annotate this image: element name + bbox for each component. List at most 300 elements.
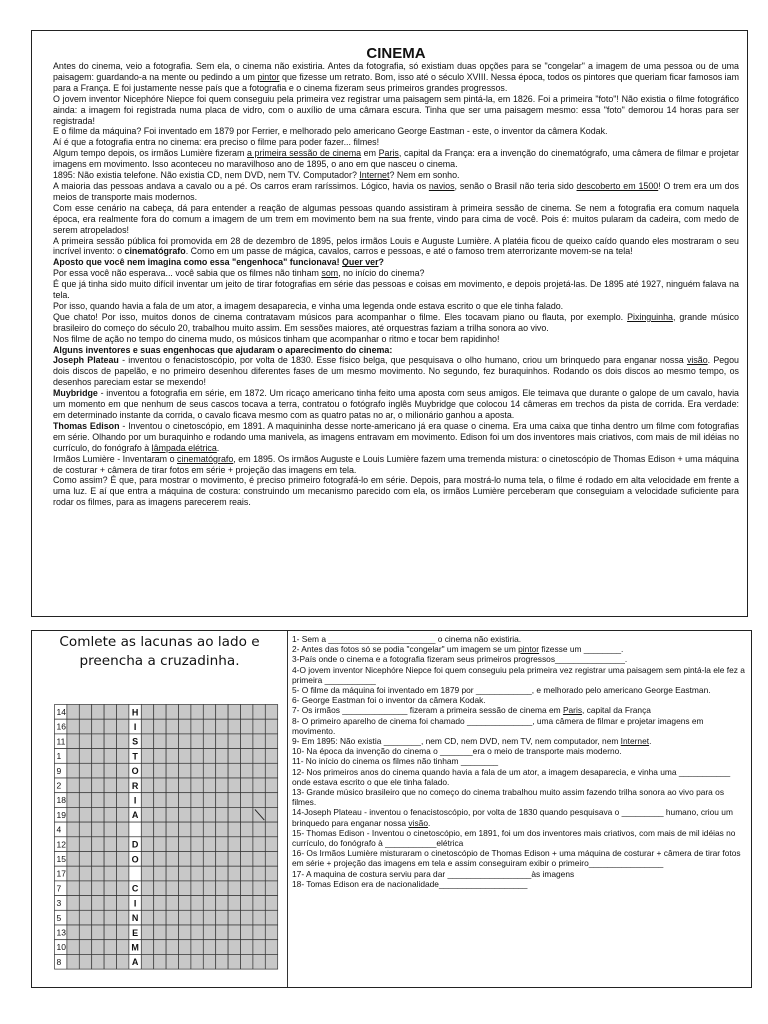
crossword-cell[interactable] (228, 881, 240, 896)
crossword-cell[interactable] (141, 763, 153, 778)
crossword-cell[interactable] (265, 807, 277, 822)
crossword-cell[interactable] (92, 940, 104, 955)
crossword-cell[interactable] (141, 881, 153, 896)
crossword-cell[interactable] (166, 925, 178, 940)
crossword-cell[interactable] (253, 734, 265, 749)
crossword-cell[interactable] (241, 954, 253, 969)
crossword-cell[interactable] (166, 837, 178, 852)
crossword-cell[interactable] (228, 866, 240, 881)
crossword-cell[interactable] (154, 822, 166, 837)
crossword-cell[interactable] (216, 896, 228, 911)
crossword-cell[interactable] (67, 910, 79, 925)
crossword-cell[interactable] (265, 778, 277, 793)
crossword-cell[interactable] (166, 734, 178, 749)
crossword-cell[interactable] (92, 866, 104, 881)
crossword-cell[interactable] (166, 778, 178, 793)
crossword-cell[interactable] (216, 837, 228, 852)
crossword-cell[interactable] (191, 925, 203, 940)
crossword-cell[interactable] (117, 778, 129, 793)
crossword-cell[interactable] (92, 910, 104, 925)
crossword-cell[interactable] (179, 807, 191, 822)
crossword-cell[interactable] (67, 881, 79, 896)
crossword-cell[interactable] (141, 793, 153, 808)
crossword-cell[interactable] (154, 778, 166, 793)
crossword-cell[interactable] (191, 749, 203, 764)
crossword-cell[interactable] (179, 866, 191, 881)
crossword-cell[interactable] (154, 881, 166, 896)
crossword-cell[interactable] (67, 793, 79, 808)
crossword-cell[interactable] (166, 940, 178, 955)
crossword-cell[interactable] (154, 734, 166, 749)
crossword-cell[interactable] (253, 940, 265, 955)
crossword-cell[interactable] (179, 793, 191, 808)
crossword-cell[interactable] (179, 940, 191, 955)
crossword-cell[interactable] (154, 763, 166, 778)
article-paragraph (53, 257, 739, 268)
crossword-cell[interactable] (79, 866, 91, 881)
crossword-cell[interactable] (203, 719, 215, 734)
crossword-cell[interactable] (228, 807, 240, 822)
crossword-cell[interactable] (92, 925, 104, 940)
crossword-cell[interactable] (117, 881, 129, 896)
crossword-cell[interactable] (253, 822, 265, 837)
crossword-cell[interactable] (117, 793, 129, 808)
crossword-cell[interactable] (216, 719, 228, 734)
crossword-key-cell[interactable] (129, 822, 141, 837)
crossword-cell[interactable] (241, 910, 253, 925)
crossword-cell[interactable] (154, 852, 166, 867)
crossword-cell[interactable] (104, 793, 116, 808)
crossword-cell[interactable] (216, 910, 228, 925)
crossword-cell[interactable] (166, 881, 178, 896)
crossword-cell[interactable] (117, 749, 129, 764)
crossword-cell[interactable] (265, 866, 277, 881)
crossword-cell[interactable] (166, 896, 178, 911)
crossword-cell[interactable] (104, 925, 116, 940)
crossword-cell[interactable] (203, 734, 215, 749)
crossword-cell[interactable] (79, 763, 91, 778)
crossword-cell[interactable] (92, 719, 104, 734)
crossword-cell[interactable] (79, 822, 91, 837)
crossword-cell[interactable] (228, 705, 240, 720)
crossword-cell[interactable] (191, 910, 203, 925)
crossword-cell[interactable] (117, 734, 129, 749)
crossword-cell[interactable] (141, 954, 153, 969)
crossword-cell[interactable] (228, 793, 240, 808)
crossword-cell[interactable] (265, 734, 277, 749)
crossword-cell[interactable] (228, 954, 240, 969)
crossword-cell[interactable] (117, 925, 129, 940)
crossword-cell[interactable] (203, 852, 215, 867)
crossword-cell[interactable] (92, 705, 104, 720)
crossword-cell[interactable] (67, 734, 79, 749)
crossword-cell[interactable] (92, 837, 104, 852)
crossword-cell[interactable] (203, 910, 215, 925)
crossword-cell[interactable] (67, 749, 79, 764)
crossword-cell[interactable] (253, 749, 265, 764)
crossword-cell[interactable] (241, 866, 253, 881)
crossword-cell[interactable] (67, 954, 79, 969)
crossword-cell[interactable] (166, 910, 178, 925)
crossword-cell[interactable] (104, 837, 116, 852)
crossword-cell[interactable] (265, 910, 277, 925)
crossword-cell[interactable] (191, 763, 203, 778)
crossword-cell[interactable] (92, 822, 104, 837)
text-run: Internet (620, 736, 650, 747)
crossword-cell[interactable] (241, 778, 253, 793)
crossword-cell[interactable] (216, 749, 228, 764)
crossword-cell[interactable] (253, 705, 265, 720)
crossword-cell[interactable] (67, 896, 79, 911)
crossword-cell[interactable] (92, 734, 104, 749)
crossword-cell[interactable] (117, 910, 129, 925)
crossword-cell[interactable] (265, 852, 277, 867)
crossword-cell[interactable] (166, 719, 178, 734)
text-run: 8- O primeiro aparelho de cinema foi chamado ______________, uma câmera de filmar e projetar imagens em movimento. (292, 715, 704, 736)
crossword-cell[interactable] (79, 778, 91, 793)
crossword-cell[interactable] (179, 852, 191, 867)
crossword-cell[interactable] (79, 954, 91, 969)
crossword-cell[interactable] (141, 705, 153, 720)
crossword-cell[interactable] (253, 793, 265, 808)
crossword-key-letter: I (133, 722, 137, 732)
crossword-cell[interactable] (191, 705, 203, 720)
crossword-cell[interactable] (253, 719, 265, 734)
crossword-cell[interactable] (141, 925, 153, 940)
crossword-cell[interactable] (104, 896, 116, 911)
crossword-cell[interactable] (216, 866, 228, 881)
crossword-cell[interactable] (241, 822, 253, 837)
crossword-cell[interactable] (203, 837, 215, 852)
crossword-cell[interactable] (241, 940, 253, 955)
crossword-cell[interactable] (191, 866, 203, 881)
crossword-cell[interactable] (67, 925, 79, 940)
crossword-cell[interactable] (141, 852, 153, 867)
crossword-cell[interactable] (117, 719, 129, 734)
crossword-cell[interactable] (203, 896, 215, 911)
crossword-cell[interactable] (166, 852, 178, 867)
crossword-cell[interactable] (104, 954, 116, 969)
crossword-cell[interactable] (117, 837, 129, 852)
crossword-cell[interactable] (203, 807, 215, 822)
crossword-cell[interactable] (104, 719, 116, 734)
crossword-cell[interactable] (265, 925, 277, 940)
crossword-cell[interactable] (203, 705, 215, 720)
article-paragraph (53, 475, 739, 508)
crossword-cell[interactable] (67, 705, 79, 720)
crossword-cell[interactable] (117, 822, 129, 837)
crossword-cell[interactable] (179, 719, 191, 734)
crossword-cell[interactable] (104, 763, 116, 778)
crossword-cell[interactable] (253, 778, 265, 793)
crossword-cell[interactable] (104, 940, 116, 955)
crossword-cell[interactable] (216, 954, 228, 969)
crossword-cell[interactable] (241, 837, 253, 852)
crossword-cell[interactable] (179, 749, 191, 764)
crossword-cell[interactable] (104, 910, 116, 925)
crossword-cell[interactable] (141, 940, 153, 955)
crossword-cell[interactable] (216, 852, 228, 867)
crossword-cell[interactable] (79, 705, 91, 720)
crossword-cell[interactable] (191, 822, 203, 837)
crossword-cell[interactable] (228, 837, 240, 852)
crossword-cell[interactable] (241, 749, 253, 764)
crossword-cell[interactable] (253, 837, 265, 852)
crossword-cell[interactable] (253, 763, 265, 778)
crossword-cell[interactable] (104, 734, 116, 749)
crossword-cell[interactable] (79, 837, 91, 852)
crossword-cell[interactable] (104, 866, 116, 881)
crossword-cell[interactable] (79, 749, 91, 764)
crossword-cell[interactable] (179, 778, 191, 793)
crossword-cell[interactable] (141, 749, 153, 764)
crossword-cell[interactable] (265, 705, 277, 720)
crossword-cell[interactable] (191, 837, 203, 852)
crossword-cell[interactable] (141, 734, 153, 749)
crossword-cell[interactable] (241, 896, 253, 911)
crossword-cell[interactable] (265, 822, 277, 837)
crossword-cell[interactable] (203, 940, 215, 955)
crossword-cell[interactable] (179, 837, 191, 852)
crossword-cell[interactable] (104, 705, 116, 720)
crossword-cell[interactable] (216, 940, 228, 955)
crossword-cell[interactable] (179, 705, 191, 720)
crossword-cell[interactable] (191, 778, 203, 793)
crossword-cell[interactable] (241, 881, 253, 896)
crossword-cell[interactable] (104, 852, 116, 867)
crossword-cell[interactable] (179, 881, 191, 896)
crossword-cell[interactable] (265, 954, 277, 969)
crossword-cell[interactable] (265, 896, 277, 911)
crossword-cell[interactable] (67, 763, 79, 778)
crossword-key-letter: D (131, 839, 139, 850)
crossword-cell[interactable] (179, 896, 191, 911)
crossword-cell[interactable] (241, 734, 253, 749)
crossword-cell[interactable] (117, 866, 129, 881)
crossword-cell[interactable] (253, 954, 265, 969)
crossword-cell[interactable] (253, 925, 265, 940)
crossword-cell[interactable] (228, 734, 240, 749)
crossword-cell[interactable] (216, 734, 228, 749)
crossword-key-cell[interactable] (129, 866, 141, 881)
crossword-cell[interactable] (253, 852, 265, 867)
crossword-cell[interactable] (216, 822, 228, 837)
crossword-cell[interactable] (191, 852, 203, 867)
crossword-cell[interactable] (67, 778, 79, 793)
crossword-cell[interactable] (191, 734, 203, 749)
crossword-cell[interactable] (141, 910, 153, 925)
crossword-cell[interactable] (154, 807, 166, 822)
crossword-cell[interactable] (179, 954, 191, 969)
crossword-cell[interactable] (104, 822, 116, 837)
crossword-cell[interactable] (79, 719, 91, 734)
text-run: Aí é que a fotografia entra no cinema: era preciso o filme para poder fazer... filmes! (53, 137, 380, 148)
crossword-cell[interactable] (154, 719, 166, 734)
crossword-cell[interactable] (191, 896, 203, 911)
crossword-cell[interactable] (216, 705, 228, 720)
crossword-cell[interactable] (67, 837, 79, 852)
crossword-cell[interactable] (154, 705, 166, 720)
crossword-cell[interactable] (241, 852, 253, 867)
exercise-instruction: Comlete as lacunas ao lado e preencha a cruzadinha. (59, 634, 260, 669)
crossword-cell[interactable] (67, 852, 79, 867)
crossword-cell[interactable] (79, 881, 91, 896)
crossword-cell[interactable] (179, 763, 191, 778)
crossword-cell[interactable] (203, 881, 215, 896)
crossword-cell[interactable] (166, 763, 178, 778)
crossword-cell[interactable] (241, 719, 253, 734)
crossword-cell[interactable] (92, 852, 104, 867)
crossword-cell[interactable] (191, 881, 203, 896)
crossword-cell[interactable] (241, 705, 253, 720)
crossword-cell[interactable] (154, 837, 166, 852)
crossword-cell[interactable] (117, 896, 129, 911)
crossword-cell[interactable] (92, 881, 104, 896)
crossword-cell[interactable] (79, 925, 91, 940)
crossword-cell[interactable] (79, 852, 91, 867)
crossword-cell[interactable] (253, 881, 265, 896)
crossword-cell[interactable] (92, 954, 104, 969)
crossword-cell[interactable] (265, 793, 277, 808)
crossword-cell[interactable] (79, 896, 91, 911)
crossword-cell[interactable] (166, 793, 178, 808)
crossword-cell[interactable] (154, 749, 166, 764)
crossword-cell[interactable] (104, 749, 116, 764)
crossword-cell[interactable] (241, 793, 253, 808)
crossword-cell[interactable] (141, 837, 153, 852)
crossword-cell[interactable] (203, 793, 215, 808)
crossword-cell[interactable] (154, 940, 166, 955)
crossword-cell[interactable] (203, 822, 215, 837)
crossword-cell[interactable] (203, 749, 215, 764)
crossword-cell[interactable] (104, 807, 116, 822)
crossword-cell[interactable] (92, 763, 104, 778)
crossword-cell[interactable] (216, 778, 228, 793)
crossword-cell[interactable] (154, 896, 166, 911)
crossword-cell[interactable] (141, 719, 153, 734)
crossword-cell[interactable] (253, 866, 265, 881)
crossword-cell[interactable] (67, 719, 79, 734)
crossword-cell[interactable] (241, 763, 253, 778)
crossword-cell[interactable] (203, 925, 215, 940)
crossword-cell[interactable] (141, 807, 153, 822)
crossword-cell[interactable] (166, 749, 178, 764)
crossword-cell[interactable] (228, 940, 240, 955)
crossword-cell[interactable] (203, 778, 215, 793)
crossword-cell[interactable] (191, 793, 203, 808)
crossword-cell[interactable] (216, 925, 228, 940)
crossword-cell[interactable] (104, 778, 116, 793)
crossword-cell[interactable] (228, 749, 240, 764)
crossword-cell[interactable] (79, 793, 91, 808)
crossword-cell[interactable] (79, 807, 91, 822)
crossword-cell[interactable] (179, 910, 191, 925)
crossword-cell[interactable] (228, 896, 240, 911)
crossword-cell[interactable] (191, 719, 203, 734)
crossword-cell[interactable] (67, 940, 79, 955)
crossword-cell[interactable] (92, 896, 104, 911)
crossword-cell[interactable] (265, 749, 277, 764)
crossword-cell[interactable] (166, 954, 178, 969)
crossword-cell[interactable] (228, 719, 240, 734)
crossword-cell[interactable] (67, 822, 79, 837)
crossword-cell[interactable] (117, 705, 129, 720)
crossword-cell[interactable] (166, 866, 178, 881)
crossword-cell[interactable] (79, 734, 91, 749)
crossword-cell[interactable] (117, 852, 129, 867)
crossword-cell[interactable] (265, 763, 277, 778)
crossword-cell[interactable] (117, 940, 129, 955)
crossword-cell[interactable] (117, 807, 129, 822)
crossword-cell[interactable] (216, 793, 228, 808)
crossword-cell[interactable] (191, 940, 203, 955)
crossword-cell[interactable] (253, 910, 265, 925)
crossword-cell[interactable] (166, 822, 178, 837)
crossword-cell[interactable] (228, 852, 240, 867)
crossword-cell[interactable] (92, 749, 104, 764)
crossword-cell[interactable] (228, 763, 240, 778)
crossword-cell[interactable] (216, 881, 228, 896)
crossword-cell[interactable] (141, 866, 153, 881)
crossword-cell[interactable] (104, 881, 116, 896)
crossword-cell[interactable] (92, 807, 104, 822)
crossword-cell[interactable] (117, 763, 129, 778)
crossword-cell[interactable] (141, 778, 153, 793)
crossword-cell[interactable] (179, 925, 191, 940)
crossword-cell[interactable] (92, 793, 104, 808)
crossword-cell[interactable] (203, 866, 215, 881)
crossword-cell[interactable] (228, 910, 240, 925)
crossword-cell[interactable] (154, 925, 166, 940)
crossword-cell[interactable] (265, 940, 277, 955)
crossword-cell[interactable] (141, 822, 153, 837)
text-run: É que já tinha sido muito difícil inventar um jeito de tirar fotografias em série das pessoas e coisas em movimento, e depois projetá-las. De 1895 até 1927, ninguém falava na tela. (53, 279, 739, 301)
crossword-cell[interactable] (79, 910, 91, 925)
crossword-cell[interactable] (191, 807, 203, 822)
crossword-cell[interactable] (79, 940, 91, 955)
crossword-cell[interactable] (166, 705, 178, 720)
crossword-cell[interactable] (179, 734, 191, 749)
crossword-cell[interactable] (191, 954, 203, 969)
crossword-cell[interactable] (92, 778, 104, 793)
crossword-cell[interactable] (67, 807, 79, 822)
crossword-cell[interactable] (203, 763, 215, 778)
crossword-cell[interactable] (179, 822, 191, 837)
crossword-cell[interactable] (154, 866, 166, 881)
crossword-cell[interactable] (203, 954, 215, 969)
text-run: Que chato! Por isso, muitos donos de cinema contratavam músicos para acompanhar o filme. Eles tocavam piano ou flauta, por exemplo. (53, 311, 628, 322)
crossword-cell[interactable] (241, 925, 253, 940)
crossword-cell[interactable] (228, 778, 240, 793)
crossword-cell[interactable] (216, 763, 228, 778)
crossword-cell[interactable] (265, 837, 277, 852)
crossword-cell[interactable] (154, 910, 166, 925)
crossword-cell[interactable] (154, 954, 166, 969)
crossword-cell[interactable] (67, 866, 79, 881)
crossword-cell[interactable] (253, 896, 265, 911)
crossword-cell[interactable] (141, 896, 153, 911)
crossword-grid[interactable] (54, 704, 280, 974)
crossword-cell[interactable] (154, 793, 166, 808)
crossword-cell[interactable] (265, 881, 277, 896)
crossword-cell[interactable] (228, 925, 240, 940)
crossword-cell[interactable] (117, 954, 129, 969)
crossword-cell[interactable] (166, 807, 178, 822)
crossword-cell[interactable] (265, 719, 277, 734)
crossword-cell[interactable] (228, 822, 240, 837)
crossword-cell[interactable] (241, 807, 253, 822)
crossword-cell[interactable] (216, 807, 228, 822)
